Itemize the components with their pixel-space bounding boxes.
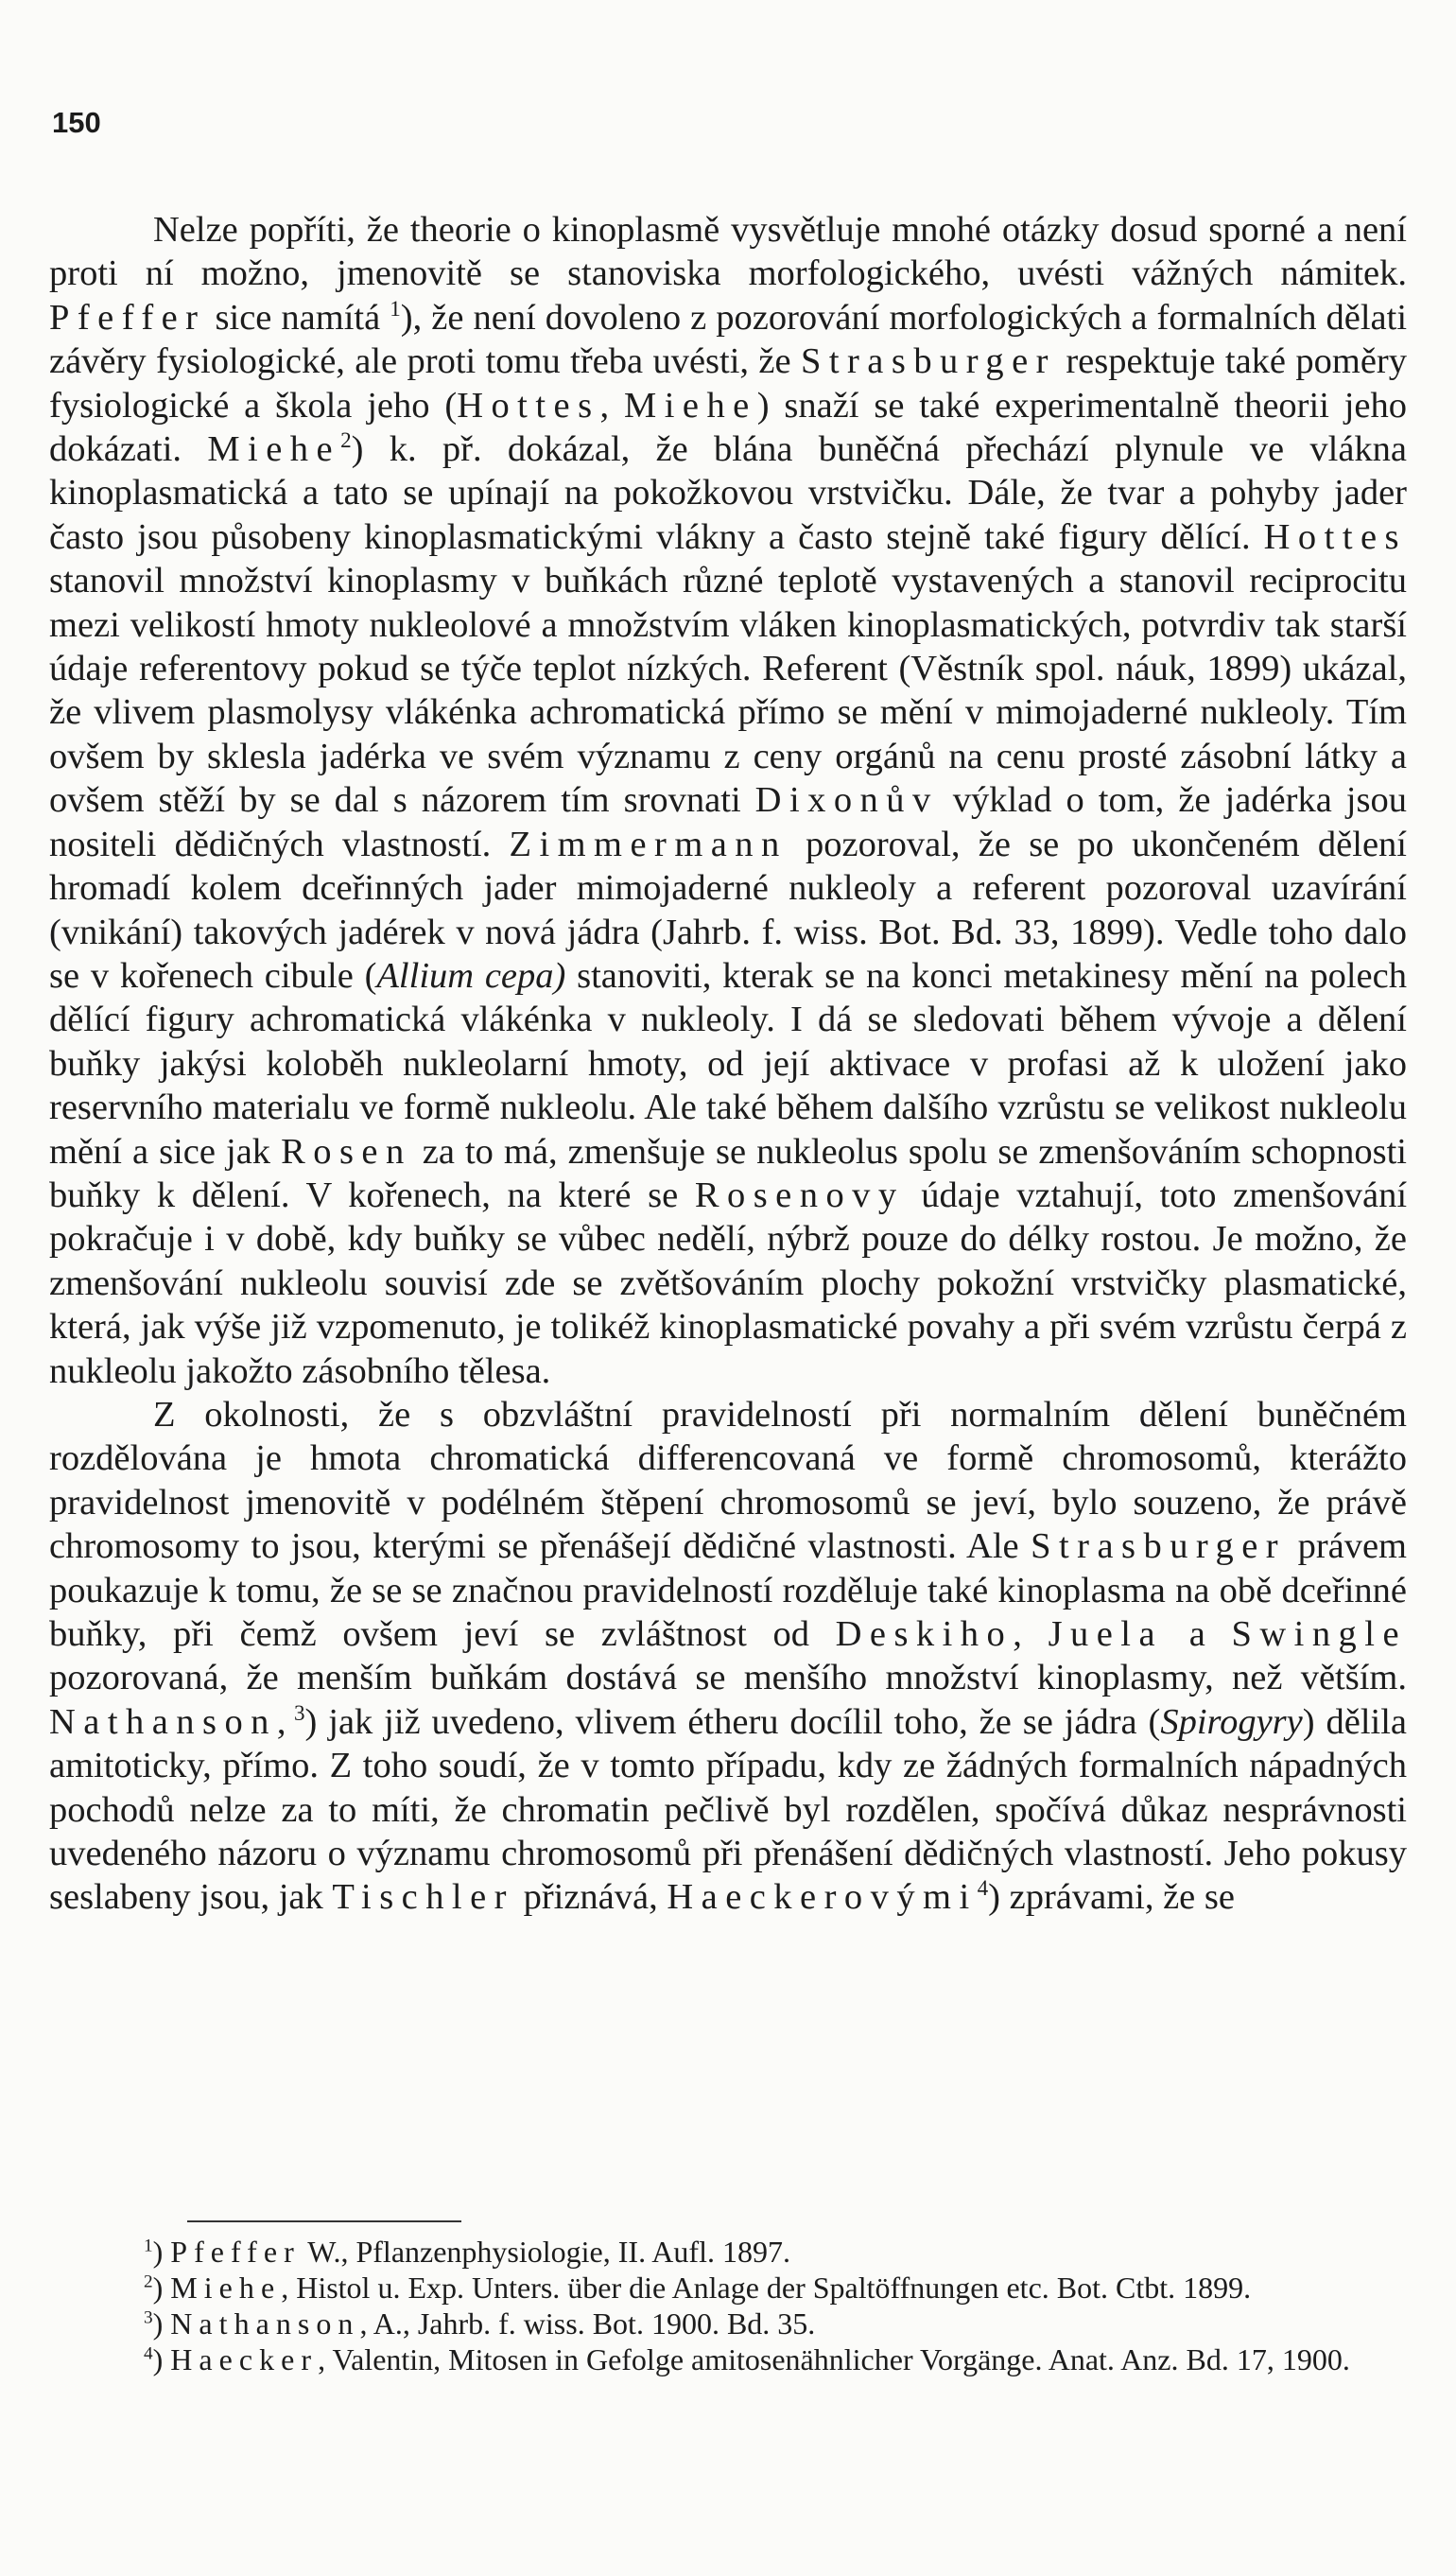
text-run: pozoroval, že se po ukončeném dělení hromadí kolem dceřinných jader mimojaderné nukleoly a referent pozoroval uzavírání (vnikání) takových jadérek v nová jádra (Jahrb. f. wiss. Bot. Bd. 33, 1899). Vedle toho dalo se v kořenech cibule ( — [49, 824, 1407, 996]
footnote-marker: 2 — [340, 427, 352, 453]
text-run: ), že není dovoleno z pozorování morfologických a formalních dělati závěry fysiologické, ale proti tomu třeba uvésti, že — [49, 297, 1408, 382]
text-run: ) dělila amitoticky, přímo. Z toho soudí, že v tomto případu, kdy ze žádných formalních nápadných pochodů nelze za to míti, že chromatin pečlivě byl rozdělen, spočívá důkaz nesprávnosti uvedeného názoru o významu chromosomů při přenášení dědičných vlastností. Jeho pokusy seslabeny jsou, jak — [49, 1701, 1407, 1918]
text-run: , — [1013, 1614, 1022, 1654]
text-run: ) k. př. dokázal, že blána buněčná přechází plynule ve vlákna kinoplasmatická a tato se upínají na pokožkovou vrstvičku. Dále, že tvar a pohyby jader často jsou působeny kinoplasmatickými vlákny a často stejně také figury dělící. — [49, 429, 1408, 557]
footnote-marker: 3 — [293, 1699, 305, 1725]
text-run: stanovil množství kinoplasmy v buňkách různé teplotě vystavených a stanovil reciprocitu mezi velikostí hmoty nukleolové a množstvím vláken kinoplasmatických, potvrdiv tak starší údaje referentovy pokud se týče teplot nízkých. Referent (Věstník spol. náuk, 1899) ukázal, že vlivem plasmolysy vlákénka achromatická přímo se mění v mimojaderné nukleoly. Tím ovšem by sklesla jadérka ve svém významu z ceny orgánů na cenu prosté zásobní látky a ovšem stěží by se dal s názorem tím srovnati — [49, 561, 1407, 821]
author-name: Nathanson, — [49, 1701, 294, 1742]
page-number: 150 — [52, 106, 101, 139]
footnote-4: $^4$) Haecker, Valentin, Mitosen in Gefolge amitosenähnlicher Vorgänge. Anat. Anz. Bd. 17, 1900. — [144, 2342, 1350, 2376]
footnote-3: $^3$) Nathanson, A., Jahrb. f. wiss. Bot. 1900. Bd. 35. — [144, 2306, 816, 2341]
footnote-mark: 2 — [144, 2271, 153, 2292]
text-run: respektuje také poměry fysiologické a škola jeho ( — [49, 341, 1407, 426]
text-run: údaje vztahují, toto zmenšování pokračuje i v době, kdy buňky se vůbec nedělí, nýbrž pouze do délky rostou. Je možno, že zmenšování nukleolu souvisí zde se zvětšováním plochy pokožní vrstvičky plasmatické, která, jak výše již vzpomenuto, je tolikéž kinoplasmatické povahy a při svém vzrůstu čerpá z nukleolu jakožto zásobního tělesa. — [49, 1175, 1408, 1391]
author-name: Swingle — [1231, 1614, 1408, 1654]
footnote-author: Nathanson — [170, 2306, 360, 2341]
footnote-text: , A., Jahrb. f. wiss. Bot. 1900. Bd. 35. — [359, 2306, 816, 2341]
text-run: ) zprávami, že se — [988, 1877, 1235, 1918]
text-run: sice namítá — [215, 297, 381, 338]
author-name: Deskiho — [835, 1614, 1014, 1654]
footnote-marker: 4 — [977, 1875, 989, 1901]
author-name: Tischler — [332, 1877, 514, 1918]
author-name: Miehe — [207, 429, 341, 470]
author-name: Pfeffer — [49, 297, 206, 338]
text-run: za to má, zmenšuje se nukleolus spolu se zmenšováním schopnosti buňky k dělení. V kořenech, na které se — [49, 1131, 1407, 1215]
footnote-text: , Valentin, Mitosen in Gefolge amitosenähnlicher Vorgänge. Anat. Anz. Bd. 17, 1900. — [318, 2342, 1350, 2376]
footnote-author: Haecker — [170, 2342, 319, 2376]
footnote-text: , Histol u. Exp. Unters. über die Anlage der Spaltöffnungen etc. Bot. Ctbt. 1899. — [281, 2271, 1252, 2305]
author-name: Juela — [1048, 1614, 1164, 1654]
text-run: právem poukazuje k tomu, že se se značnou pravidelností rozděluje také kinoplasma na obě dceřinné buňky, při čemž ovšem jeví se zvláštnost od — [49, 1526, 1408, 1654]
author-name: Hottes — [457, 385, 600, 426]
author-name: Strasburger — [800, 341, 1056, 382]
text-run: výklad o tom, že jadérka jsou nositeli dědičných vlastností. — [49, 780, 1407, 864]
footnote-mark: 4 — [144, 2343, 153, 2364]
footnote-2: $^2$) Miehe, Histol u. Exp. Unters. über die Anlage der Spaltöffnungen etc. Bot. Ctbt. 1899. — [144, 2271, 1252, 2305]
text-run: a — [1188, 1614, 1205, 1654]
text-run: ) jak již uvedeno, vlivem étheru docílil toho, že se jádra ( — [304, 1701, 1161, 1742]
author-name: Strasburger — [1031, 1526, 1287, 1567]
author-name: Rosenovy — [694, 1175, 905, 1215]
paragraph-2 — [49, 1393, 1407, 1920]
footnote-mark: 1 — [144, 2236, 153, 2256]
text-run: přiznává, — [523, 1877, 658, 1918]
main-text — [49, 208, 1407, 1920]
species-name: Spirogyry — [1160, 1701, 1303, 1742]
author-name: Zimmermann — [509, 824, 788, 864]
text-run: , — [599, 385, 610, 426]
footnote-author: Miehe — [170, 2271, 282, 2305]
author-name: Hottes — [1263, 516, 1407, 557]
footnote-author: Pfeffer — [170, 2235, 301, 2269]
text-run: Z okolnosti, že s obzvláštní pravidelností při normalním dělení buněčném rozdělována je hmota chromatická differencovaná ve formě chromosomů, kterážto pravidelnost jmenovitě v podélném štěpení chromosomů se jeví, bylo souzeno, že právě chromosomy to jsou, kterými se přenášejí dědičné vlastnosti. Ale — [49, 1394, 1407, 1567]
footnote-mark: 3 — [144, 2307, 153, 2328]
author-name: Rosen — [281, 1131, 412, 1172]
footnotes — [49, 2234, 1407, 2377]
text-run: Nelze popříti, že theorie o kinoplasmě vysvětluje mnohé otázky dosud sporné a není proti ní možno, jmenovitě se stanoviska morfologického, uvésti vážných námitek. — [49, 210, 1407, 294]
species-name: Allium cepa) — [376, 955, 566, 996]
footnote-marker: 1 — [390, 295, 401, 321]
footnote-divider — [187, 2220, 461, 2222]
author-name: Haeckerovými — [667, 1877, 978, 1918]
footnote-text: W., Pflanzenphysiologie, II. Aufl. 1897. — [307, 2235, 790, 2269]
text-run: stanoviti, kterak se na konci metakinesy mění na polech dělící figury achromatická vlákénka v nukleoly. I dá se sledovati během vývoje a dělení buňky jakýsi koloběh nukleolarní hmoty, od její aktivace v profasi až k uložení jako reservního materialu ve formě nukleolu. Ale také během dalšího vzrůstu se velikost nukleolu mění a sice jak — [49, 955, 1407, 1172]
paragraph-1 — [49, 208, 1407, 1393]
text-run: pozorovaná, že menším buňkám dostává se menšího množství kinoplasmy, než větším. — [49, 1658, 1407, 1698]
text-run: ) snaží se také experimentalně theorii jeho dokázati. — [49, 385, 1408, 470]
author-name: Dixonův — [754, 780, 939, 821]
author-name: Miehe — [624, 385, 757, 426]
footnote-1: $^1$) Pfeffer W., Pflanzenphysiologie, II. Aufl. 1897. — [144, 2235, 790, 2269]
